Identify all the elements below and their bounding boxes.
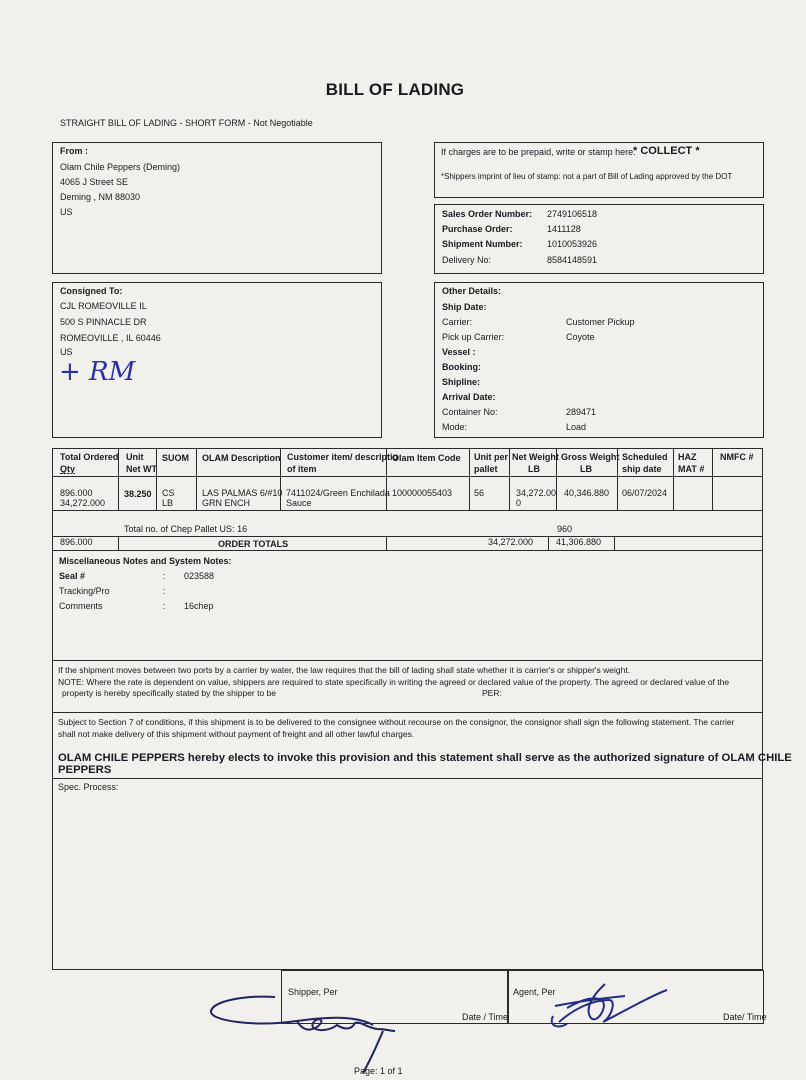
document-subtitle: STRAIGHT BILL OF LADING - SHORT FORM - Not Negotiable: [60, 118, 313, 128]
header-net-weight-1: Net Weight: [512, 452, 559, 462]
other-details-box: [434, 282, 764, 438]
page-number: Page: 1 of 1: [354, 1066, 403, 1076]
row-suom-1: CS: [162, 488, 175, 498]
consignee-country: US: [60, 347, 73, 357]
agent-signature: [545, 978, 675, 1038]
from-country: US: [60, 207, 73, 217]
seal-value: 023588: [184, 571, 215, 581]
shipper-date-time: Date / Time: [462, 1012, 509, 1022]
row-qty-2: 34,272.000: [60, 498, 106, 508]
row-suom-2: LB: [162, 498, 174, 508]
notes-label: Miscellaneous Notes and System Notes:: [59, 556, 232, 566]
header-net-weight-2: LB: [528, 464, 540, 474]
carrier-label: Carrier:: [442, 317, 473, 327]
spec-process-label: Spec. Process:: [58, 782, 119, 792]
from-label: From :: [60, 146, 88, 156]
row-unit-per-pallet: 56: [474, 488, 485, 498]
collect-stamp: * COLLECT *: [633, 145, 700, 157]
sales-order-value: 2749106518: [547, 209, 598, 219]
consignee-name: CJL ROMEOVILLE IL: [60, 301, 147, 311]
sales-order-label: Sales Order Number:: [442, 209, 533, 219]
row-customer-item-2: Sauce: [286, 498, 312, 508]
header-unit-1: Unit: [126, 452, 144, 462]
seal-label: Seal #: [59, 571, 86, 581]
order-numbers-box: [434, 204, 764, 274]
document-title: BILL OF LADING: [325, 80, 465, 99]
pickup-carrier-value: Coyote: [566, 332, 595, 342]
row-qty-1: 896.000: [60, 488, 93, 498]
from-box: [52, 142, 382, 274]
purchase-order-label: Purchase Order:: [442, 224, 513, 234]
tracking-label: Tracking/Pro: [59, 586, 110, 596]
row-customer-item-1: 7411024/Green Enchilada: [286, 488, 390, 498]
arrival-date-label: Arrival Date:: [442, 392, 496, 402]
header-total-qty-1: Total Ordered: [60, 452, 119, 462]
row-description-2: GRN ENCH: [202, 498, 251, 508]
row-gross-weight: 40,346.880: [564, 488, 610, 498]
agent-date-time: Date/ Time: [723, 1012, 767, 1022]
comments-label: Comments: [59, 601, 103, 611]
mode-label: Mode:: [442, 422, 468, 432]
header-haz-1: HAZ: [678, 452, 697, 462]
delivery-value: 8584148591: [547, 255, 598, 265]
shipline-label: Shipline:: [442, 377, 480, 387]
header-olam-code: Olam Item Code: [392, 453, 461, 463]
totals-net-weight: 34,272.000: [488, 537, 534, 547]
shipment-number-value: 1010053926: [547, 239, 598, 249]
consignee-street: 500 S PINNACLE DR: [60, 317, 147, 327]
container-label: Container No:: [442, 407, 498, 417]
order-totals-label: ORDER TOTALS: [218, 539, 289, 549]
water-carrier-line2: NOTE: Where the rate is dependent on value, shippers are required to state specifically in writing the agreed or declared value of the property. The agreed or declared value of the: [58, 677, 730, 687]
header-suom: SUOM: [162, 453, 189, 463]
from-city: Deming , NM 88030: [60, 192, 141, 202]
charges-line2: *Shippers imprint of lieu of stamp: not a part of Bill of Lading approved by the DOT: [441, 172, 733, 181]
from-street: 4065 J Street SE: [60, 177, 129, 187]
header-customer-item-1: Customer item/ descriptio: [287, 452, 399, 462]
agent-per-label: Agent, Per: [513, 987, 556, 997]
header-gross-weight-1: Gross Weight: [561, 452, 620, 462]
per-label: PER:: [482, 688, 502, 698]
other-details-label: Other Details:: [442, 286, 502, 296]
totals-qty: 896.000: [60, 537, 93, 547]
mode-value: Load: [566, 422, 587, 432]
carrier-value: Customer Pickup: [566, 317, 635, 327]
seal-colon: :: [163, 571, 166, 581]
header-customer-item-2: of item: [287, 464, 317, 474]
booking-label: Booking:: [442, 362, 481, 372]
water-carrier-line1: If the shipment moves between two ports by a carrier by water, the law requires that the bill of lading shall state whether it is carrier's or shipper's weight.: [58, 665, 631, 675]
consignee-box: [52, 282, 382, 438]
totals-gross-weight: 41,306.880: [556, 537, 602, 547]
tracking-colon: :: [163, 586, 166, 596]
pickup-carrier-label: Pick up Carrier:: [442, 332, 505, 342]
header-unit-per-pallet-1: Unit per: [474, 452, 509, 462]
chep-pallet-count: Total no. of Chep Pallet US: 16: [124, 524, 248, 534]
consignee-city: ROMEOVILLE , IL 60446: [60, 333, 161, 343]
shipper-signature: [205, 985, 405, 1075]
comments-colon: :: [163, 601, 166, 611]
purchase-order-value: 1411128: [547, 224, 581, 234]
vessel-label: Vessel :: [442, 347, 476, 357]
header-total-qty-2: Qty: [60, 464, 76, 474]
row-net-weight-1: 34,272.00: [516, 488, 557, 498]
row-olam-code: 100000055403: [392, 488, 453, 498]
header-haz-2: MAT #: [678, 464, 705, 474]
section7-line1: Subject to Section 7 of conditions, if this shipment is to be delivered to the consignee without recourse on the consignor, the consignor shall sign the following statement. The carrier: [58, 717, 735, 727]
ship-date-label: Ship Date:: [442, 302, 487, 312]
header-description: OLAM Description: [202, 453, 281, 463]
authorized-statement-line2: PEPPERS: [58, 764, 112, 776]
authorized-statement-line1: OLAM CHILE PEPPERS hereby elects to invoke this provision and this statement shall serve as the authorized signature of OLAM CHILE: [58, 752, 792, 764]
shipper-per-label: Shipper, Per: [288, 987, 338, 997]
header-nmfc: NMFC #: [720, 452, 754, 462]
header-unit-2: Net WT: [126, 464, 157, 474]
shipment-number-label: Shipment Number:: [442, 239, 523, 249]
section7-line2: shall not make delivery of this shipment without payment of freight and all other lawful charges.: [58, 729, 415, 739]
chep-pallet-weight: 960: [557, 524, 573, 534]
header-ship-date-1: Scheduled: [622, 452, 668, 462]
row-ship-date: 06/07/2024: [622, 488, 668, 498]
row-unit-net: 38.250: [124, 489, 152, 499]
container-value: 289471: [566, 407, 597, 417]
header-unit-per-pallet-2: pallet: [474, 464, 498, 474]
comments-value: 16chep: [184, 601, 214, 611]
handwritten-initials: + RM: [59, 357, 136, 387]
row-description-1: LAS PALMAS 6/#10: [202, 488, 283, 498]
consignee-label: Consigned To:: [60, 286, 123, 296]
header-ship-date-2: ship date: [622, 464, 662, 474]
from-name: Olam Chile Peppers (Deming): [60, 162, 181, 172]
charges-box: [434, 142, 764, 198]
charges-line1: If charges are to be prepaid, write or stamp here.: [441, 147, 636, 157]
row-net-weight-2: 0: [516, 498, 522, 508]
header-gross-weight-2: LB: [580, 464, 592, 474]
delivery-label: Delivery No:: [442, 255, 492, 265]
water-carrier-line3: property is hereby specifically stated by the shipper to be: [62, 688, 277, 698]
